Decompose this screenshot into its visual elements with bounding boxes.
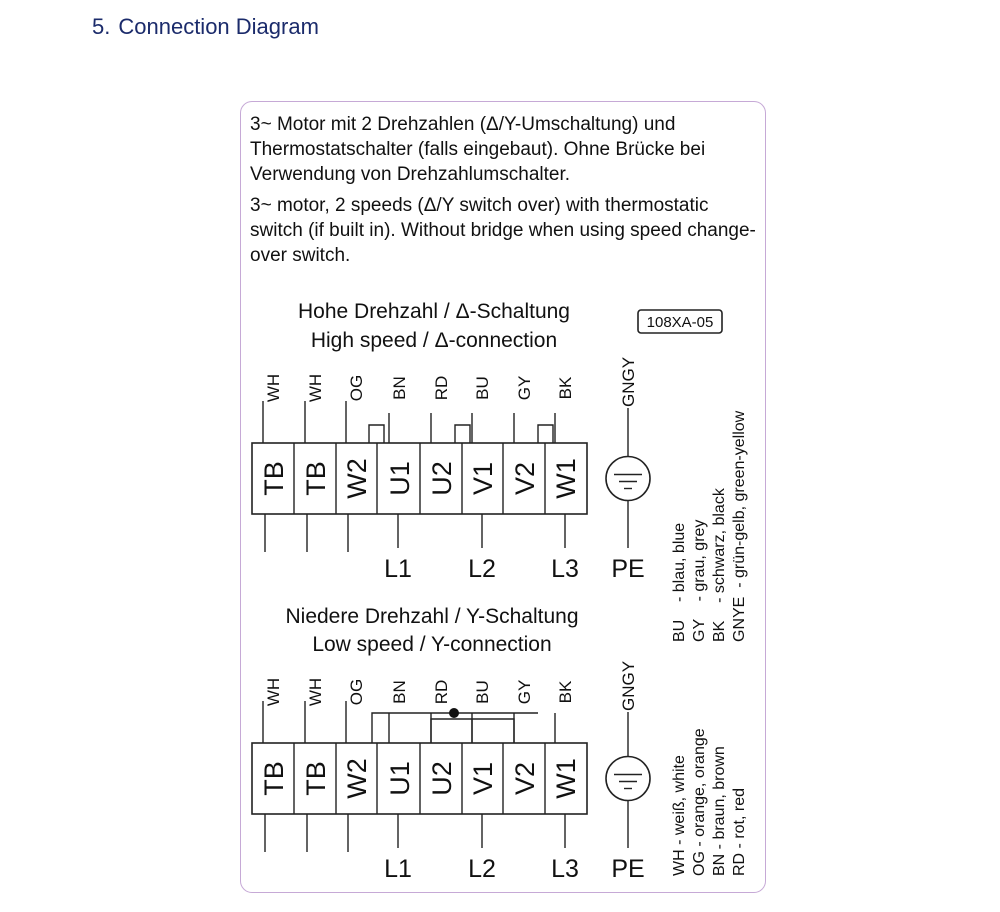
legend-colors-left: [671, 728, 748, 876]
section-title: Connection Diagram: [118, 14, 319, 39]
description-german: 3~ Motor mit 2 Drehzahlen (Δ/Y-Umschaltung) und Thermostatschalter (falls eingebaut). Ohne Brücke bei Verwendung von Drehzahlumschalter.: [250, 114, 706, 185]
low-speed-title-en: Low speed / Y-connection: [312, 633, 552, 656]
terminal-block-low: [252, 661, 650, 883]
terminal-u1: U1: [385, 461, 415, 496]
wire-label-rd: RD: [432, 679, 451, 705]
legend-colors-right: [671, 410, 748, 642]
bridge: [455, 425, 470, 443]
wire-label-wh: WH: [264, 373, 283, 403]
terminal-u2: U2: [427, 761, 457, 796]
terminal-block-high: [252, 357, 650, 583]
low-speed-title-de: Niedere Drehzahl / Y-Schaltung: [285, 605, 579, 628]
terminal-w1: W1: [551, 758, 581, 799]
legend-item-bu: BU - blau, blue: [671, 522, 688, 642]
terminal-tb: TB: [259, 761, 289, 796]
line-label-l2: L2: [468, 855, 496, 883]
wire-label-rd: RD: [432, 375, 451, 401]
wire-label-bn: BN: [390, 680, 409, 704]
wire-label-bu: BU: [473, 376, 492, 400]
model-code: 108XA-05: [646, 314, 714, 331]
earth-symbol: [606, 712, 650, 848]
line-label-l2: L2: [468, 555, 496, 583]
legend-item-gnye: GNYE - grün-gelb, green-yellow: [731, 410, 748, 642]
terminal-w2: W2: [342, 758, 372, 799]
star-point: [449, 708, 459, 718]
description-english: 3~ motor, 2 speeds (Δ/Y switch over) with thermostatic switch (if built in). Without bridge when using speed change-over switch.: [250, 195, 756, 266]
terminal-u1: U1: [385, 761, 415, 796]
bridge: [369, 425, 384, 443]
earth-symbol: [606, 408, 650, 548]
line-label-l3: L3: [551, 555, 579, 583]
wire-label-wh: WH: [306, 373, 325, 403]
line-label-l1: L1: [384, 855, 412, 883]
wire-label-wh: WH: [306, 677, 325, 707]
line-label-pe: PE: [611, 855, 645, 883]
terminal-tb: TB: [301, 761, 331, 796]
wire-label-bk: BK: [556, 680, 575, 704]
terminal-v1: V1: [468, 461, 498, 496]
terminal-v2: V2: [510, 761, 540, 796]
terminal-w2: W2: [342, 458, 372, 499]
wire-label-gngy: GNGY: [619, 660, 638, 712]
line-label-l3: L3: [551, 855, 579, 883]
wire-label-gngy: GNGY: [619, 356, 638, 408]
wire-label-og: OG: [347, 374, 366, 402]
terminal-v1: V1: [468, 761, 498, 796]
wire-label-gy: GY: [515, 375, 534, 401]
legend-item-bn: BN - braun, brown: [711, 746, 728, 876]
line-label-l1: L1: [384, 555, 412, 583]
wire-label-gy: GY: [515, 679, 534, 705]
legend-item-og: OG - orange, orange: [691, 728, 708, 876]
line-label-pe: PE: [611, 555, 645, 583]
terminal-u2: U2: [427, 461, 457, 496]
wire-label-og: OG: [347, 678, 366, 706]
terminal-w1: W1: [551, 458, 581, 499]
wire-label-wh: WH: [264, 677, 283, 707]
wire-label-bk: BK: [556, 376, 575, 400]
wire-label-bn: BN: [390, 376, 409, 400]
terminal-v2: V2: [510, 461, 540, 496]
high-speed-title-en: High speed / Δ-connection: [310, 329, 558, 352]
bridge: [538, 425, 553, 443]
high-speed-title-de: Hohe Drehzahl / Δ-Schaltung: [297, 300, 571, 323]
legend-item-rd: RD - rot, red: [731, 787, 748, 876]
section-number: 5.: [92, 14, 111, 39]
legend-item-gy: GY - grau, grey: [691, 519, 708, 642]
terminal-tb: TB: [259, 461, 289, 496]
legend-item-bk: BK - schwarz, black: [711, 488, 728, 642]
legend-item-wh: WH - weiß, white: [671, 755, 688, 876]
terminal-tb: TB: [301, 461, 331, 496]
wire-label-bu: BU: [473, 680, 492, 704]
